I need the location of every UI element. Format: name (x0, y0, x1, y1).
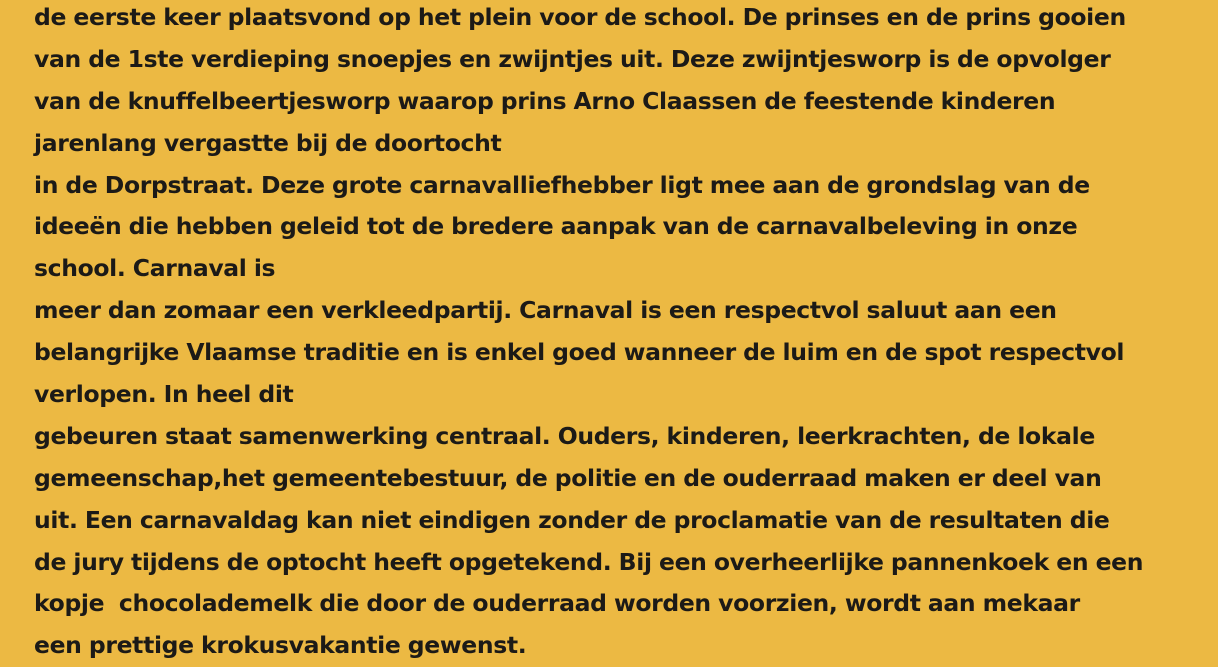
text-line: jarenlang vergastte bij de doortocht (34, 128, 502, 157)
text-line: gebeuren staat samenwerking centraal. Ouders, kinderen, leerkrachten, de lokale (34, 421, 1095, 450)
text-line: kopje chocolademelk die door de ouderraad worden voorzien, wordt aan mekaar (34, 589, 1080, 618)
text-line: verlopen. In heel dit (34, 380, 294, 409)
text-line: gemeenschap,het gemeentebestuur, de politie en de ouderraad maken er deel van (34, 463, 1102, 492)
text-line: de jury tijdens de optocht heeft opgetekend. Bij een overheerlijke pannenkoek en een (34, 547, 1144, 576)
text-line: belangrijke Vlaamse traditie en is enkel goed wanneer de luim en de spot respectvol (34, 338, 1125, 367)
text-line: van de knuffelbeertjesworp waarop prins Arno Claassen de feestende kinderen (34, 86, 1056, 115)
text-line: een prettige krokusvakantie gewenst. (34, 631, 527, 660)
text-line: in de Dorpstraat. Deze grote carnavalliefhebber ligt mee aan de grondslag van de (34, 170, 1090, 199)
text-line: van de 1ste verdieping snoepjes en zwijntjes uit. Deze zwijntjesworp is de opvolger (34, 44, 1111, 73)
article-text (34, 0, 1218, 667)
text-line: de eerste keer plaatsvond op het plein voor de school. De prinses en de prins gooien (34, 3, 1126, 31)
text-line: uit. Een carnavaldag kan niet eindigen zonder de proclamatie van de resultaten die (34, 505, 1110, 534)
text-line: meer dan zomaar een verkleedpartij. Carnaval is een respectvol saluut aan een (34, 296, 1057, 325)
text-line: school. Carnaval is (34, 254, 276, 283)
text-line: ideeën die hebben geleid tot de bredere aanpak van de carnavalbeleving in onze (34, 212, 1078, 241)
